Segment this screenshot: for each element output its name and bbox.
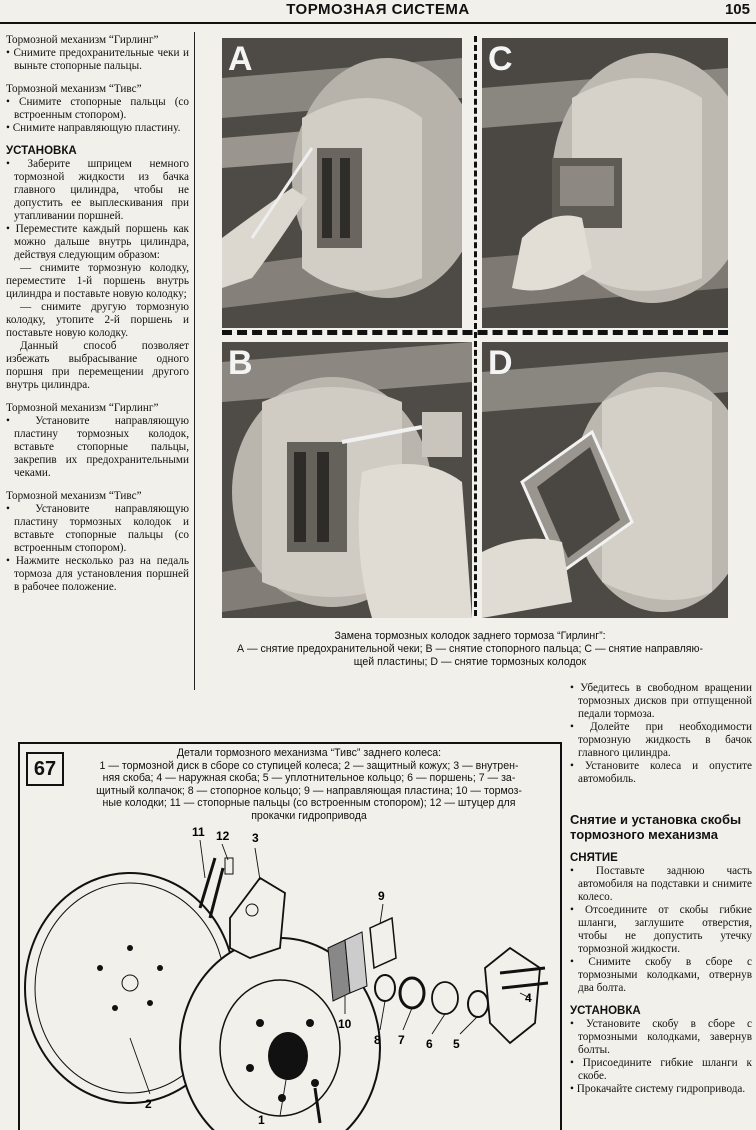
callout-12: 12 <box>216 829 230 843</box>
right-paragraph-bul-10: • Присоедините гибкие шланги к скобе. <box>570 1057 752 1082</box>
photo-caption <box>200 630 740 669</box>
guide-pin-part <box>200 858 215 908</box>
callout-1: 1 <box>258 1113 265 1127</box>
left-paragraph-bul-6: • Заберите шприцем немного тормозной жидкости из бачка главного цилиндра, чтобы не допустить ее выплескивания при утапливании поршней. <box>6 158 189 222</box>
callout-6: 6 <box>426 1037 433 1051</box>
left-paragraph-bul-1: • Снимите предохранительные чеки и выньте стопорные пальцы. <box>6 47 189 72</box>
photo-divider-vertical <box>474 36 477 616</box>
figure-caption-line-5: прокачки гидропривода <box>251 809 367 822</box>
column-divider <box>194 32 195 690</box>
callout-8: 8 <box>374 1033 381 1047</box>
callout-2: 2 <box>145 1097 152 1111</box>
photo-c <box>482 38 728 328</box>
seal-part <box>468 991 488 1017</box>
callout-11: 11 <box>192 825 205 839</box>
dust-cap-part <box>400 978 424 1008</box>
guide-plate-part <box>370 918 396 968</box>
right-paragraph-bul-5: • Поставьте заднюю часть автомобиля на подставки и снимите колесо. <box>570 865 752 903</box>
right-paragraph-bul-0: • Убедитесь в свободном вращении тормозных дисков при отпущенной педали тормоза. <box>570 682 752 720</box>
right-paragraph-sec-4: СНЯТИЕ <box>570 852 618 864</box>
photo-caption-line3: щей пластины; D — снятие тормозных колодок <box>353 656 587 668</box>
photo-a-illustration <box>222 38 462 328</box>
photo-b <box>222 342 472 618</box>
left-paragraph-hd-2: Тормозной механизм “Тивс” <box>6 83 142 95</box>
left-paragraph-hd-11: Тормозной механизм “Гирлинг” <box>6 402 159 414</box>
photo-a <box>222 38 462 328</box>
figure-number: 67 <box>26 752 64 786</box>
page-header <box>0 0 756 24</box>
callout-7: 7 <box>398 1033 405 1047</box>
right-paragraph-bul-7: • Снимите скобу в сборе с тормозными колодками, отвернув два болта. <box>570 956 752 994</box>
figure-caption <box>66 747 552 822</box>
photo-d-label: D <box>488 344 513 382</box>
callout-9: 9 <box>378 889 385 903</box>
right-paragraph-bul-1: • Долейте при необходимости тормозную жидкость в бачок главного цилиндра. <box>570 721 752 759</box>
right-paragraph-bul-11: • Прокачайте систему гидропривода. <box>570 1083 746 1095</box>
retaining-ring-part <box>375 975 395 1001</box>
photo-a-label: A <box>228 40 253 78</box>
callout-4: 4 <box>525 991 532 1005</box>
photo-caption-line2: А — снятие предохранительной чеки; В — снятие стопорного пальца; С — снятие направляю- <box>236 643 704 655</box>
photo-c-label: C <box>488 40 513 78</box>
callout-10: 10 <box>338 1017 352 1031</box>
callout-3: 3 <box>252 831 259 845</box>
right-paragraph-sec-8: УСТАНОВКА <box>570 1005 641 1017</box>
left-paragraph-bul-7: • Переместите каждый поршень как можно дальше внутрь цилиндра, действуя следующим образом: <box>6 223 189 261</box>
right-paragraph-big-3: Снятие и установка скобы тормозного механизма <box>570 812 742 842</box>
figure-caption-line-2: няя скоба; 4 — наружная скоба; 5 — уплотнительное кольцо; 6 — поршень; 7 — за- <box>102 772 516 784</box>
figure-67 <box>18 742 562 1130</box>
figure-caption-line-0: Детали тормозного механизма “Тивс” заднего колеса: <box>176 747 442 759</box>
bleeder-part <box>225 858 233 874</box>
right-paragraph-bul-2: • Установите колеса и опустите автомобиль. <box>570 760 752 785</box>
left-paragraph-hd-0: Тормозной механизм “Гирлинг” <box>6 34 159 46</box>
photo-b-illustration <box>222 342 472 618</box>
left-paragraph-ind-8: — снимите тормозную колодку, переместите 1-й поршень внутрь цилиндра и поставьте новую колодку; <box>6 262 189 300</box>
section-title: ТОРМОЗНАЯ СИСТЕМА <box>286 1 470 18</box>
photo-b-label: B <box>228 344 253 382</box>
callout-5: 5 <box>453 1037 460 1051</box>
left-text-column <box>6 34 189 594</box>
left-paragraph-ind-10: Данный способ позволяет избежать выбрасывание одного поршня при перемещении другого внутрь цилиндра. <box>6 340 189 391</box>
left-paragraph-hd-13: Тормозной механизм “Тивс” <box>6 490 142 502</box>
left-paragraph-bul-3: • Снимите стопорные пальцы (со встроенным стопором). <box>6 96 189 121</box>
left-paragraph-bul-12: • Установите направляющую пластину тормозных колодок, вставьте стопорные пальцы, закрепив их предохранительными чеками. <box>6 415 189 479</box>
left-paragraph-bul-4: • Снимите направляющую пластину. <box>6 122 181 134</box>
outer-caliper-part <box>485 948 540 1043</box>
page-number: 105 <box>724 1 750 18</box>
photo-caption-line1: Замена тормозных колодок заднего тормоза “Гирлинг”: <box>334 630 606 642</box>
inner-caliper-part <box>230 878 285 958</box>
right-paragraph-bul-6: • Отсоедините от скобы гибкие шланги, заглушите отверстия, чтобы не допустить утечку тормозной жидкости. <box>570 904 752 955</box>
brake-exploded-diagram <box>20 818 560 1130</box>
left-paragraph-bul-15: • Нажмите несколько раз на педаль тормоза для установления поршней в рабочее положение. <box>6 555 189 593</box>
piston-part <box>432 982 458 1014</box>
photo-d <box>482 342 728 618</box>
figure-caption-line-1: 1 — тормозной диск в сборе со ступицей колеса; 2 — защитный кожух; 3 — внутрен- <box>99 759 519 772</box>
figure-caption-line-4: ные колодки; 11 — стопорные пальцы (со встроенным стопором); 12 — штуцер для <box>102 797 516 809</box>
right-text-column <box>570 682 752 1096</box>
figure-caption-line-3: щитный колпачок; 8 — стопорное кольцо; 9 — направляющая пластина; 10 — тормоз- <box>96 784 522 797</box>
photo-c-illustration <box>482 38 728 328</box>
left-paragraph-ind-9: — снимите другую тормозную колодку, утопите 2-й поршень и поставьте новую колодку. <box>6 301 189 339</box>
photo-d-illustration <box>482 342 728 618</box>
left-paragraph-sec-5: УСТАНОВКА <box>6 145 77 157</box>
right-paragraph-bul-9: • Установите скобу в сборе с тормозными колодками, завернув болты. <box>570 1018 752 1056</box>
left-paragraph-bul-14: • Установите направляющую пластину тормозных колодок и вставьте стопорные пальцы (со встроенным стопором). <box>6 503 189 554</box>
